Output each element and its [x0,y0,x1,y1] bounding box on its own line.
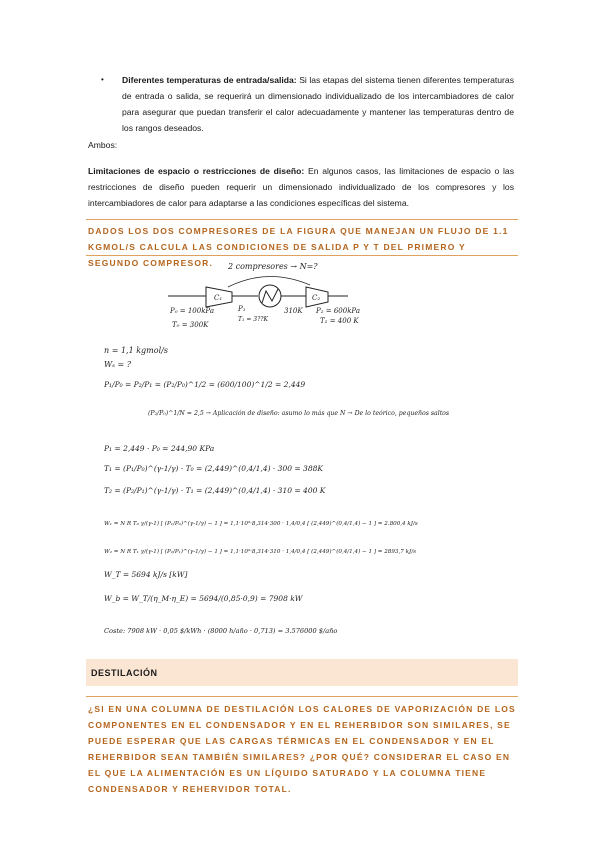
question-divider [86,696,518,697]
calc-line-6: T₁ = (P₁/P₀)^(γ-1/γ) · T₀ = (2,449)^(0,4/1,4) · 300 = 388K [104,464,323,473]
t2-label: T₂ = 400 K [320,317,359,325]
bullet-body: Si las etapas del sistema tienen diferentes temperaturas de entrada o salida, se requerirá un dimensionado individualizado de los intercambiadores de calor para asegurar que puedan transferir el calor adecuadamente y mantener las temperaturas dentro de los rangos deseados. [122,75,514,133]
bullet-point: • [101,75,104,84]
ambos-heading: Ambos: [88,140,118,150]
limitaciones-body: En algunos casos, las limitaciones de espacio o las restricciones de diseño pueden requerir un dimensionado individualizado de los compresores y los intercambiadores de calor para adaptarse a las condiciones específicas del sistema. [88,166,515,208]
compressor-diagram [168,262,360,329]
calc-line-3: P₁/P₀ = P₂/P₁ = (P₂/P₀)^1/2 = (600/100)^1/2 = 2,449 [104,380,306,389]
calc-line-12: Coste: 7908 kW · 0,05 $/kWh · (8000 h/año · 0,713) = 3.576000 $/año [104,627,338,635]
question-text: ¿SI EN UNA COLUMNA DE DESTILACIÓN LOS CALORES DE VAPORIZACIÓN DE LOS COMPONENTES EN EL CONDENSADOR Y EN EL REHERBIDOR SON SIMILARES, SE PUEDE ESPERAR QUE LAS CARGAS TÉRMICAS EN EL CONDENSADOR Y EN EL REHERBIDOR SEAN TAMBIÉN SIMILARES? ¿POR QUÉ? CONSIDERAR EL CASO EN EL QUE LA ALIMENTACIÓN ES UN LÍQUIDO SATURADO Y LA COLUMNA TIENE CONDENSADOR Y REHERVIDOR TOTAL. [88,704,516,794]
diagram-header: 2 compresores → N=? [228,262,318,271]
bullet-paragraph [122,72,514,136]
section-title: DESTILACIÓN [91,668,158,678]
calc-line-8: W₁ = N R T₀ γ/(γ-1) [ (P₁/P₀)^(γ-1/γ) − 1 ] = 1,1·10³·8,314·300 · 1,4/0,4 [ (2,449)^(0,4/1,4) − 1 ] = 2.800,4 kJ/s [104,521,418,527]
t0-label: T₀ = 300K [172,321,209,329]
t-mid-label: 310K [284,307,303,315]
compressor-1-label: C₁ [214,294,223,302]
divider-top [86,219,518,220]
compressor-2-label: C₂ [312,294,321,302]
problem-statement: DADOS LOS DOS COMPRESORES DE LA FIGURA QUE MANEJAN UN FLUJO DE 1.1 KGMOL/S CALCULA LAS CONDICIONES DE SALIDA P Y T DEL PRIMERO Y SEGUNDO COMPRESOR. [88,226,509,268]
calc-line-2: Wₛ = ? [104,360,131,369]
heat-exchanger-coil [262,289,278,303]
calc-line-7: T₂ = (P₂/P₁)^(γ-1/γ) · T₁ = (2,449)^(0,4/1,4) · 310 = 400 K [104,486,326,495]
handwritten-solution [88,255,518,655]
calc-line-4: (P₂/P₀)^1/N = 2,5 → Aplicación de diseño: asumo lo más que N → De lo teórico, pequeños saltos [148,410,450,417]
p2-label: P₂ = 600kPa [316,307,361,315]
heat-exchanger-icon [259,285,281,307]
bullet-title: Diferentes temperaturas de entrada/salida: [122,75,297,85]
limitaciones-title: Limitaciones de espacio o restricciones de diseño: [88,166,305,176]
limitaciones-paragraph [88,163,514,211]
calc-line-9: W₂ = N R T₁ γ/(γ-1) [ (P₂/P₁)^(γ-1/γ) − 1 ] = 1,1·10³·8,314·310 · 1,4/0,4 [ (2,449)^(0,4/1,4) − 1 ] = 2893,7 kJ/s [104,549,416,555]
calculation-lines [103,346,449,635]
calc-line-11: W_b = W_T/(η_M·η_E) = 5694/(0,85·0,9) = 7908 kW [104,594,303,603]
p0-label: P₀ = 100kPa [170,307,215,315]
calc-line-1: n = 1,1 kgmol/s [104,346,168,355]
calc-line-10: W_T = 5694 kJ/s [kW] [104,570,188,579]
t1-label: T₁ = 3??K [238,316,268,323]
p1-label: P₁ [238,305,246,313]
calc-line-5: P₁ = 2,449 · P₀ = 244,90 KPa [104,444,215,453]
